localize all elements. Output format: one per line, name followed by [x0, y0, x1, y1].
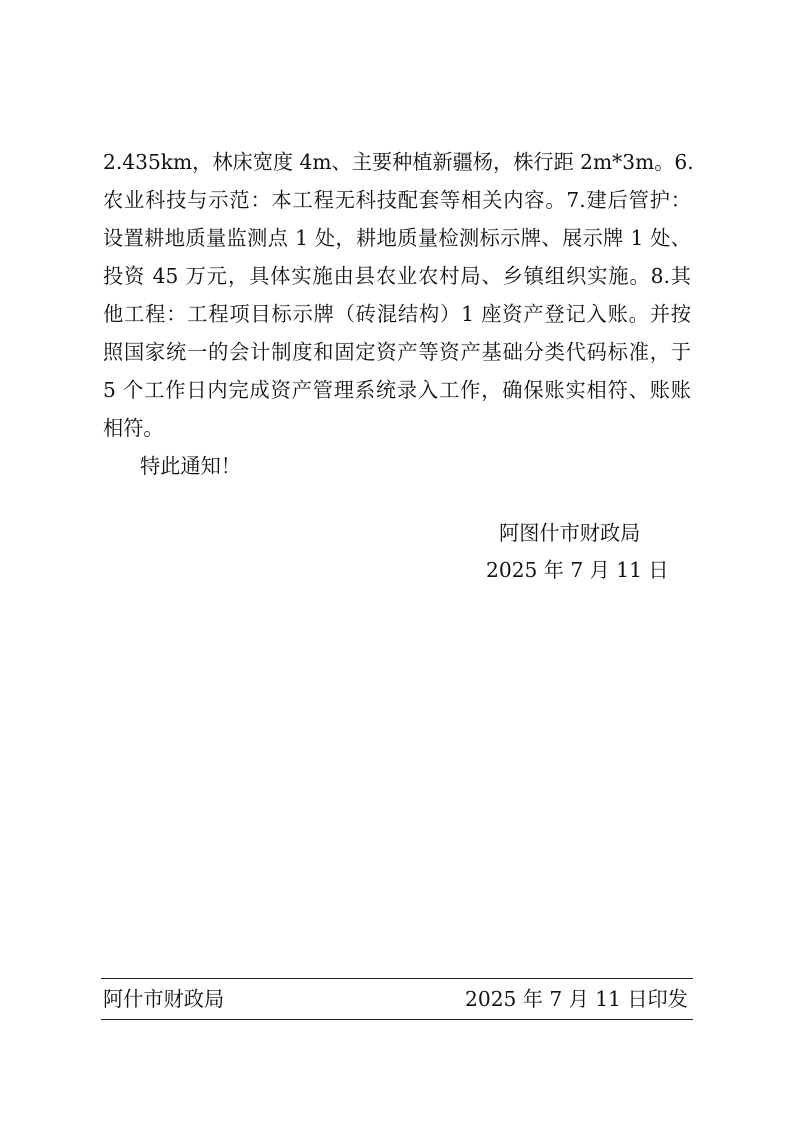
body-line: 农业科技与示范：本工程无科技配套等相关内容。7.建后管护：: [103, 188, 691, 212]
footer-top-rule: [101, 978, 693, 979]
body-line: 设置耕地质量监测点 1 处，耕地质量检测标示牌、展示牌 1 处、: [103, 226, 691, 250]
body-line: 投资 45 万元，具体实施由县农业农村局、乡镇组织实施。8.其: [103, 264, 691, 288]
footer-print-date: 2025 年 7 月 11 日印发: [465, 987, 688, 1011]
signature-date: 2025 年 7 月 11 日: [486, 558, 669, 582]
footer-issuer: 阿什市财政局: [103, 987, 225, 1011]
body-line: 照国家统一的会计制度和固定资产等资产基础分类代码标准，于: [103, 340, 691, 364]
body-line: 2.435km，林床宽度 4m、主要种植新疆杨，株行距 2m*3m。6.: [103, 150, 694, 174]
footer-bottom-rule: [101, 1019, 693, 1020]
body-line: 5 个工作日内完成资产管理系统录入工作，确保账实相符、账账: [103, 378, 691, 402]
body-line: 他工程：工程项目标示牌（砖混结构）1 座资产登记入账。并按: [103, 302, 691, 326]
signature-issuer: 阿图什市财政局: [499, 521, 641, 545]
body-line: 相符。: [103, 416, 164, 440]
closing-remark: 特此通知！: [140, 454, 241, 478]
